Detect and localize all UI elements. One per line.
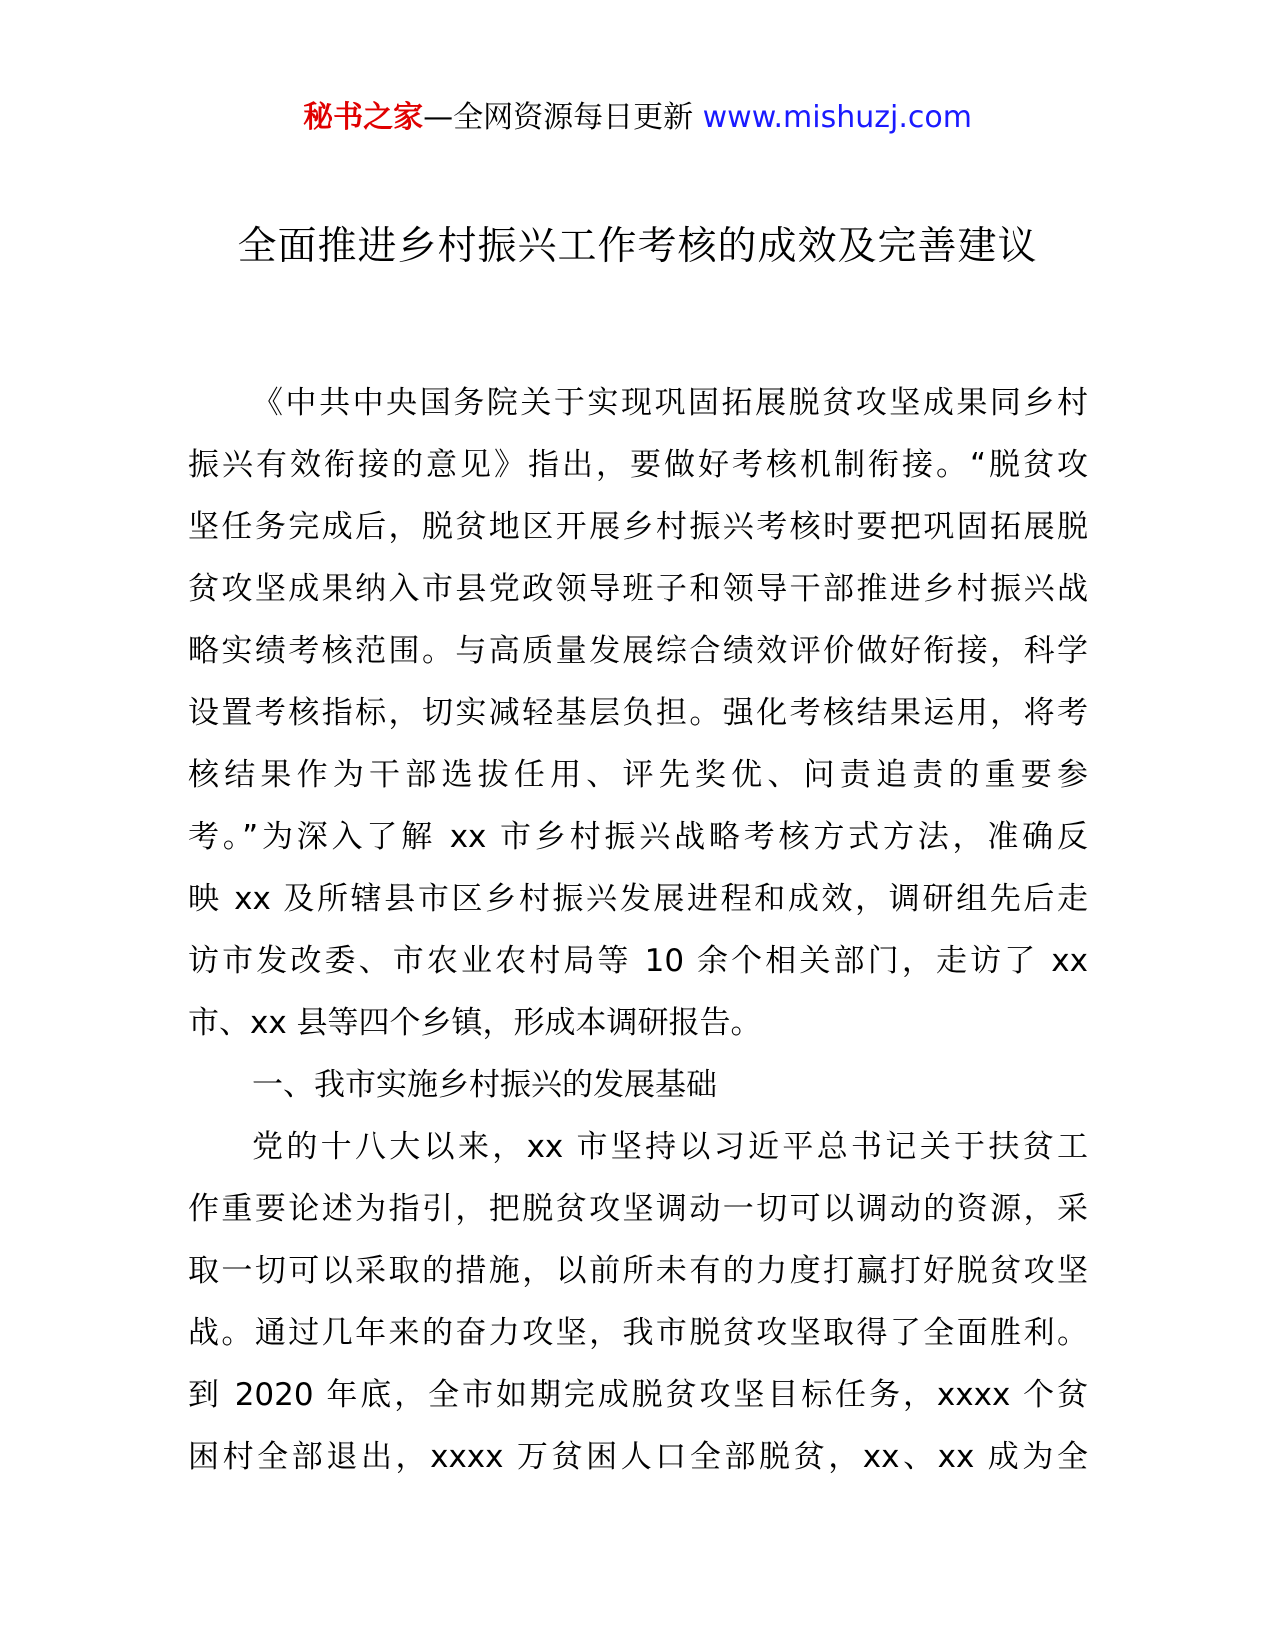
text-line: 坚任务完成后，脱贫地区开展乡村振兴考核时要把巩固拓展脱 <box>188 509 1088 545</box>
paragraph-section1 <box>188 1116 1088 1488</box>
document-title: 全面推进乡村振兴工作考核的成效及完善建议 <box>237 224 1038 269</box>
text-line: 访市发改委、市农业农村局等 10 余个相关部门，走访了 xx <box>188 943 1088 979</box>
text-line: 党的十八大以来，xx 市坚持以习近平总书记关于扶贫工 <box>252 1129 1088 1165</box>
document-body <box>188 372 1088 1488</box>
text-line: 映 xx 及所辖县市区乡村振兴发展进程和成效，调研组先后走 <box>188 881 1088 917</box>
text-line: 困村全部退出，xxxx 万贫困人口全部脱贫，xx、xx 成为全 <box>188 1439 1088 1475</box>
site-tagline: —全网资源每日更新 <box>423 100 694 135</box>
text-line: 考。”为深入了解 xx 市乡村振兴战略考核方式方法，准确反 <box>188 819 1088 855</box>
paragraph-intro <box>188 372 1088 1054</box>
text-line: 作重要论述为指引，把脱贫攻坚调动一切可以调动的资源，采 <box>188 1191 1088 1227</box>
site-header <box>0 98 1275 138</box>
text-line: 市、xx 县等四个乡镇，形成本调研报告。 <box>188 1005 762 1041</box>
site-brand: 秘书之家 <box>303 100 424 135</box>
text-line: 到 2020 年底，全市如期完成脱贫攻坚目标任务，xxxx 个贫 <box>188 1377 1088 1413</box>
text-line: 战。通过几年来的奋力攻坚，我市脱贫攻坚取得了全面胜利。 <box>188 1315 1088 1351</box>
text-line: 略实绩考核范围。与高质量发展综合绩效评价做好衔接，科学 <box>188 633 1088 669</box>
text-line: 振兴有效衔接的意见》指出，要做好考核机制衔接。“脱贫攻 <box>188 447 1088 483</box>
section-heading: 一、我市实施乡村振兴的发展基础 <box>252 1067 717 1103</box>
text-line: 取一切可以采取的措施，以前所未有的力度打赢打好脱贫攻坚 <box>188 1253 1088 1289</box>
site-url-link[interactable]: www.mishuzj.com <box>702 100 972 135</box>
text-line: 核结果作为干部选拔任用、评先奖优、问责追责的重要参 <box>188 757 1088 793</box>
text-line: 贫攻坚成果纳入市县党政领导班子和领导干部推进乡村振兴战 <box>188 571 1088 607</box>
text-line: 设置考核指标，切实减轻基层负担。强化考核结果运用，将考 <box>188 695 1088 731</box>
text-line: 《中共中央国务院关于实现巩固拓展脱贫攻坚成果同乡村 <box>252 385 1088 421</box>
